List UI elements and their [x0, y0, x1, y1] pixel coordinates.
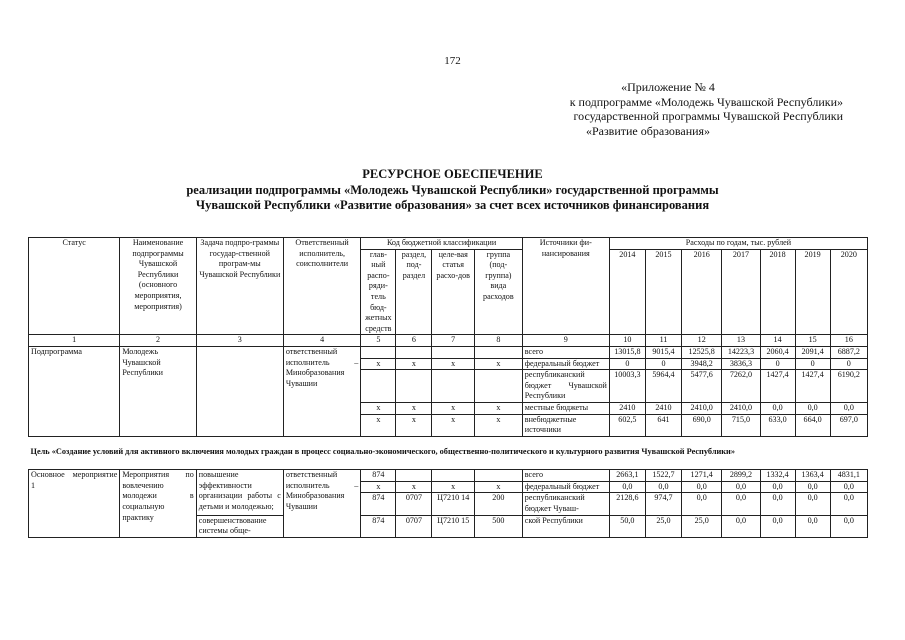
column-number: 7: [432, 335, 474, 347]
value-cell: 0,0: [682, 493, 722, 515]
code-cell: x: [474, 481, 522, 493]
value-cell: 4831,1: [830, 470, 867, 482]
column-number: 16: [830, 335, 867, 347]
code-cell: 874: [361, 515, 396, 537]
header-year: 2018: [760, 249, 795, 335]
code-cell: 200: [474, 493, 522, 515]
value-cell: 0,0: [760, 515, 795, 537]
title-line-2: реализации подпрограммы «Молодежь Чувашской Республики» государственной программы: [186, 182, 719, 197]
value-cell: 1427,4: [795, 370, 830, 403]
value-cell: 0,0: [645, 481, 681, 493]
value-cell: 1427,4: [760, 370, 795, 403]
title-line-3: Чувашской Республики «Развитие образования» за счет всех источников финансирования: [195, 198, 710, 212]
value-cell: 2410: [609, 402, 645, 414]
value-cell: 974,7: [645, 493, 681, 515]
value-cell: 0,0: [830, 515, 867, 537]
value-cell: 602,5: [609, 414, 645, 436]
value-cell: 0: [609, 358, 645, 370]
header-name: Наименование подпрограммы Чувашской Республики (основного мероприятия, мероприятия): [120, 238, 196, 335]
header-year: 2017: [722, 249, 760, 335]
value-cell: 2899,2: [722, 470, 760, 482]
goal-row: [29, 436, 868, 470]
code-cell: Ц7210 15: [432, 515, 474, 537]
value-cell: 0,0: [722, 515, 760, 537]
activity-task-a: повышение эффективности организации работы с детьми и молодежью;: [196, 470, 283, 515]
value-cell: 0: [830, 358, 867, 370]
value-cell: 0: [645, 358, 681, 370]
value-cell: 1332,4: [760, 470, 795, 482]
value-cell: 0,0: [830, 402, 867, 414]
value-cell: 25,0: [682, 515, 722, 537]
column-number: 3: [196, 335, 283, 347]
header-task: Задача подпро-граммы государ-ственной програм-мы Чувашской Республики: [196, 238, 283, 335]
code-cell: 874: [361, 470, 396, 482]
code-cell: x: [396, 402, 432, 414]
appendix-line-3: государственной программы Чувашской Республики: [573, 109, 843, 123]
activity-status: Основное мероприятие 1: [29, 470, 120, 538]
code-cell: [396, 346, 432, 358]
value-cell: 641: [645, 414, 681, 436]
value-cell: 2128,6: [609, 493, 645, 515]
value-cell: 0,0: [722, 493, 760, 515]
source-cell: всего: [522, 470, 609, 482]
code-cell: x: [432, 414, 474, 436]
code-cell: x: [432, 402, 474, 414]
value-cell: 715,0: [722, 414, 760, 436]
header-year: 2016: [682, 249, 722, 335]
value-cell: 0,0: [795, 515, 830, 537]
goal-text: Цель «Создание условий для активного включения молодых граждан в процесс социально-экономического, общественно-политического и культурного развития Чувашской Республики»: [30, 446, 735, 456]
value-cell: 690,0: [682, 414, 722, 436]
source-cell: федеральный бюджет: [522, 481, 609, 493]
code-cell: x: [432, 481, 474, 493]
value-cell: 0,0: [795, 493, 830, 515]
header-code-section: раздел, под-раздел: [396, 249, 432, 335]
value-cell: 0,0: [609, 481, 645, 493]
appendix-line-4: «Развитие образования»: [585, 123, 711, 138]
column-number: 9: [522, 335, 609, 347]
table-row: [29, 470, 868, 482]
value-cell: 2663,1: [609, 470, 645, 482]
column-number: 4: [283, 335, 361, 347]
code-cell: [396, 470, 432, 482]
header-status: Статус: [29, 238, 120, 335]
page-number: 172: [444, 55, 461, 67]
value-cell: 0,0: [830, 481, 867, 493]
column-number: 14: [760, 335, 795, 347]
value-cell: 697,0: [830, 414, 867, 436]
title-line-1: РЕСУРСНОЕ ОБЕСПЕЧЕНИЕ: [362, 167, 543, 181]
value-cell: 13015,8: [609, 346, 645, 358]
value-cell: 2410: [645, 402, 681, 414]
code-cell: 0707: [396, 493, 432, 515]
code-cell: x: [474, 358, 522, 370]
code-cell: x: [361, 481, 396, 493]
code-cell: x: [361, 402, 396, 414]
appendix-line-2: к подпрограмме «Молодежь Чувашской Республики»: [569, 94, 843, 109]
code-cell: [474, 346, 522, 358]
source-cell: местные бюджеты: [522, 402, 609, 414]
value-cell: 0,0: [760, 493, 795, 515]
code-cell: [474, 470, 522, 482]
value-cell: 2060,4: [760, 346, 795, 358]
appendix-line-1: «Приложение № 4: [621, 80, 715, 94]
subprogram-name: Молодежь Чувашской Республики: [120, 346, 196, 436]
appendix-block: [423, 80, 843, 138]
header-code-main: глав-ный распо-ряди-тель бюд-жетных средств: [361, 249, 396, 335]
value-cell: 12525,8: [682, 346, 722, 358]
code-cell: Ц7210 14: [432, 493, 474, 515]
source-cell: всего: [522, 346, 609, 358]
value-cell: 0,0: [722, 481, 760, 493]
value-cell: 1363,4: [795, 470, 830, 482]
header-expenses-group: Расходы по годам, тыс. рублей: [609, 238, 867, 250]
value-cell: 7262,0: [722, 370, 760, 403]
value-cell: 0,0: [795, 481, 830, 493]
code-cell: x: [474, 402, 522, 414]
code-cell: [396, 370, 432, 403]
value-cell: 0,0: [795, 402, 830, 414]
code-cell: 874: [361, 493, 396, 515]
header-row-1: [29, 238, 868, 250]
value-cell: 5477,6: [682, 370, 722, 403]
code-cell: 500: [474, 515, 522, 537]
column-number: 15: [795, 335, 830, 347]
resource-table: [28, 237, 868, 538]
code-cell: [361, 346, 396, 358]
value-cell: 633,0: [760, 414, 795, 436]
value-cell: 3948,2: [682, 358, 722, 370]
header-code-type: группа (под-группа) вида расходов: [474, 249, 522, 335]
code-cell: [432, 370, 474, 403]
value-cell: 10003,3: [609, 370, 645, 403]
header-year: 2014: [609, 249, 645, 335]
header-code-target: целе-вая статья расхо-дов: [432, 249, 474, 335]
value-cell: 5964,4: [645, 370, 681, 403]
column-number: 11: [645, 335, 681, 347]
table-row: [29, 346, 868, 358]
value-cell: 0: [795, 358, 830, 370]
source-cell: ской Республики: [522, 515, 609, 537]
column-number: 6: [396, 335, 432, 347]
value-cell: 2410,0: [722, 402, 760, 414]
column-number: 5: [361, 335, 396, 347]
subprogram-task: [196, 346, 283, 436]
code-cell: x: [361, 358, 396, 370]
code-cell: [361, 370, 396, 403]
value-cell: 6887,2: [830, 346, 867, 358]
value-cell: 25,0: [645, 515, 681, 537]
value-cell: 0,0: [760, 481, 795, 493]
column-number: 1: [29, 335, 120, 347]
header-executor: Ответственный исполнитель, соисполнители: [283, 238, 361, 335]
value-cell: 0,0: [830, 493, 867, 515]
value-cell: 9015,4: [645, 346, 681, 358]
column-number: 10: [609, 335, 645, 347]
value-cell: 664,0: [795, 414, 830, 436]
activity-name: Мероприятия по вовлечению молодежи в социальную практику: [120, 470, 196, 538]
code-cell: 0707: [396, 515, 432, 537]
code-cell: x: [432, 358, 474, 370]
value-cell: 14223,3: [722, 346, 760, 358]
code-cell: x: [474, 414, 522, 436]
subprogram-executor: ответственный исполнитель – Минобразования Чувашии: [283, 346, 361, 436]
code-cell: x: [396, 414, 432, 436]
source-cell: внебюджетные источники: [522, 414, 609, 436]
code-cell: x: [396, 358, 432, 370]
source-cell: республиканский бюджет Чуваш-: [522, 493, 609, 515]
code-cell: x: [361, 414, 396, 436]
source-cell: республиканский бюджет Чувашской Республики: [522, 370, 609, 403]
column-number: 2: [120, 335, 196, 347]
subprogram-status: Подпрограмма: [29, 346, 120, 436]
value-cell: 0,0: [682, 481, 722, 493]
source-cell: федеральный бюджет: [522, 358, 609, 370]
value-cell: 3836,3: [722, 358, 760, 370]
code-cell: [432, 470, 474, 482]
document-title: [0, 167, 905, 214]
column-number-row: [29, 335, 868, 347]
code-cell: [474, 370, 522, 403]
header-year: 2019: [795, 249, 830, 335]
value-cell: 50,0: [609, 515, 645, 537]
header-year: 2020: [830, 249, 867, 335]
value-cell: 2410,0: [682, 402, 722, 414]
value-cell: 1522,7: [645, 470, 681, 482]
header-code-group: Код бюджетной классификации: [361, 238, 522, 250]
activity-executor: ответственный исполнитель – Минобразования Чувашии: [283, 470, 361, 538]
header-year: 2015: [645, 249, 681, 335]
column-number: 12: [682, 335, 722, 347]
activity-task-b: совершенствование системы обще-: [196, 515, 283, 537]
code-cell: [432, 346, 474, 358]
header-sources: Источники фи-нансирования: [522, 238, 609, 335]
value-cell: 2091,4: [795, 346, 830, 358]
value-cell: 1271,4: [682, 470, 722, 482]
value-cell: 0: [760, 358, 795, 370]
value-cell: 0,0: [760, 402, 795, 414]
value-cell: 6190,2: [830, 370, 867, 403]
column-number: 8: [474, 335, 522, 347]
column-number: 13: [722, 335, 760, 347]
code-cell: x: [396, 481, 432, 493]
